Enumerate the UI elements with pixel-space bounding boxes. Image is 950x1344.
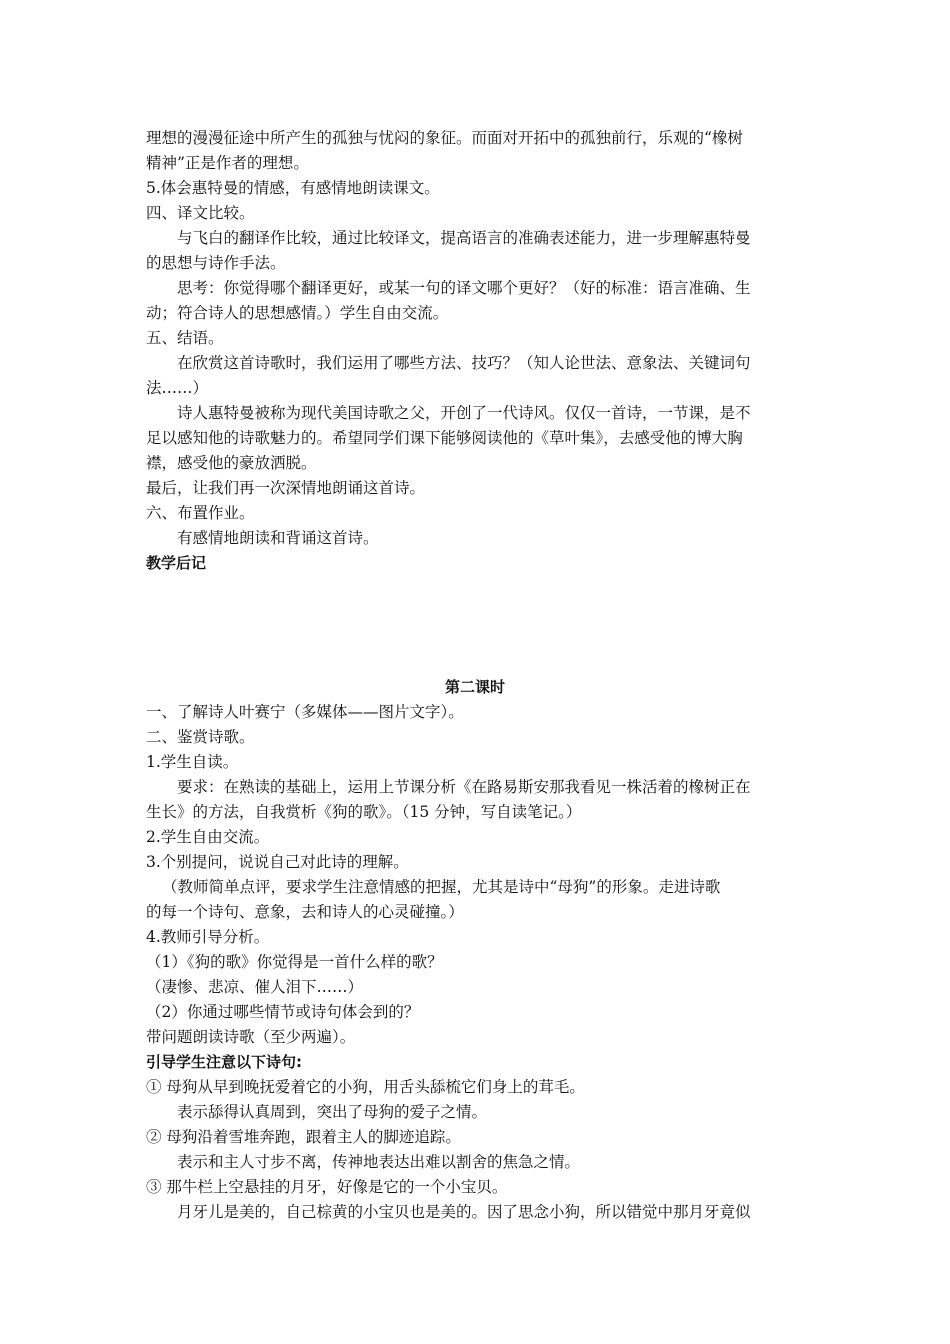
paragraph-line: 精神”正是作者的理想。	[146, 154, 309, 172]
paragraph-line: 在欣赏这首诗歌时，我们运用了哪些方法、技巧？（知人论世法、意象法、关键词句	[177, 354, 751, 372]
paragraph-line: 法……）	[146, 379, 209, 397]
paragraph-line: 要求：在熟读的基础上，运用上节课分析《在路易斯安那我看见一株活着的橡树正在	[177, 778, 751, 796]
paragraph-line: 的思想与诗作手法。	[146, 254, 286, 272]
section-heading: 一、了解诗人叶赛宁（多媒体——图片文字）。	[146, 703, 464, 721]
verse-note: 表示和主人寸步不离，传神地表达出难以割舍的焦急之情。	[177, 1153, 581, 1171]
section-heading: 四、译文比较。	[146, 204, 255, 222]
afterword-heading: 教学后记	[146, 554, 207, 572]
paragraph-line: （2）你通过哪些情节或诗句体会到的？	[146, 1003, 420, 1021]
paragraph-line: 4.教师引导分析。	[146, 928, 270, 946]
paragraph-line: 生长》的方法，自我赏析《狗的歌》。（15 分钟，写自读笔记。）	[146, 803, 582, 821]
guide-heading: 引导学生注意以下诗句:	[146, 1053, 302, 1071]
paragraph-line: 足以感知他的诗歌魅力的。希望同学们课下能够阅读他的《草叶集》，去感受他的博大胸	[146, 429, 743, 447]
paragraph-line: 襟，感受他的豪放洒脱。	[146, 454, 317, 472]
paragraph-line: 诗人惠特曼被称为现代美国诗歌之父，开创了一代诗风。仅仅一首诗，一节课，是不	[177, 404, 751, 422]
paragraph-line: （1）《狗的歌》你觉得是一首什么样的歌？	[146, 953, 443, 971]
paragraph-line: 与飞白的翻译作比较，通过比较译文，提高语言的准确表述能力，进一步理解惠特曼	[177, 229, 751, 247]
verse-note: 表示舔得认真周到，突出了母狗的爱子之情。	[177, 1103, 488, 1121]
paragraph-line: 最后，让我们再一次深情地朗诵这首诗。	[146, 479, 426, 497]
paragraph-line: 1.学生自读。	[146, 753, 239, 771]
paragraph-line: 思考：你觉得哪个翻译更好，或某一句的译文哪个更好？（好的标准：语言准确、生	[177, 279, 751, 297]
lesson-title: 第二课时	[444, 678, 505, 696]
paragraph-line: 有感情地朗读和背诵这首诗。	[177, 529, 379, 547]
paragraph-line: 带问题朗读诗歌（至少两遍）。	[146, 1028, 356, 1046]
paragraph-line: （教师简单点评，要求学生注意情感的把握，尤其是诗中“母狗”的形象。走进诗歌	[162, 878, 721, 896]
section-heading: 五、结语。	[146, 329, 224, 347]
verse-line: ② 母狗沿着雪堆奔跑，跟着主人的脚迹追踪。	[146, 1128, 461, 1146]
paragraph-line: （凄惨、悲凉、催人泪下……）	[146, 978, 364, 996]
verse-line: ③ 那牛栏上空悬挂的月牙，好像是它的一个小宝贝。	[146, 1178, 508, 1196]
paragraph-line: 的每一个诗句、意象，去和诗人的心灵碰撞。）	[146, 903, 464, 921]
section-heading: 二、鉴赏诗歌。	[146, 728, 255, 746]
verse-note: 月牙儿是美的，自己棕黄的小宝贝也是美的。因了思念小狗，所以错觉中那月牙竟似	[177, 1203, 751, 1221]
verse-line: ① 母狗从早到晚抚爱着它的小狗，用舌头舔梳它们身上的茸毛。	[146, 1078, 585, 1096]
paragraph-line: 3.个别提问，说说自己对此诗的理解。	[146, 853, 409, 871]
paragraph-line: 2.学生自由交流。	[146, 828, 270, 846]
paragraph-line: 理想的漫漫征途中所产生的孤独与忧闷的象征。而面对开拓中的孤独前行，乐观的“橡树	[146, 129, 743, 147]
paragraph-line: 动；符合诗人的思想感情。）学生自由交流。	[146, 304, 449, 322]
section-heading: 六、布置作业。	[146, 504, 255, 522]
paragraph-line: 5.体会惠特曼的情感，有感情地朗读课文。	[146, 179, 440, 197]
